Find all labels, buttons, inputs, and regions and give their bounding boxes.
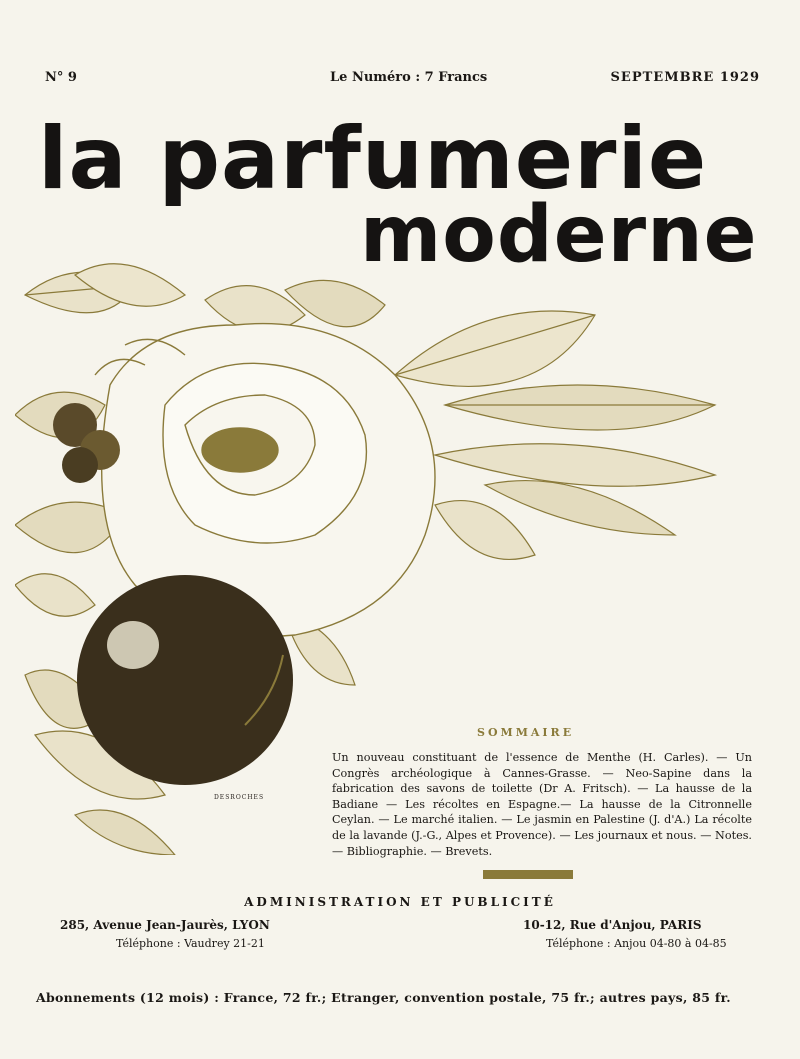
admin-heading: ADMINISTRATION ET PUBLICITÉ — [244, 895, 556, 909]
gold-divider — [483, 870, 573, 879]
subscription-rates: Abonnements (12 mois) : France, 72 fr.; Etranger, convention postale, 75 fr.; autres pays, 85 fr. — [36, 990, 731, 1005]
issue-number: N° 9 — [45, 70, 77, 85]
title-line-1: la parfumerie — [38, 109, 708, 209]
masthead-line — [0, 70, 800, 86]
issue-date: SEPTEMBRE 1929 — [610, 70, 760, 85]
dark-fruit — [77, 575, 293, 785]
artist-signature: DESROCHES — [214, 794, 265, 801]
sommaire-text: Un nouveau constituant de l'essence de Menthe (H. Carles). — Un Congrès archéologique à Cannes-Grasse. — Neo-Sapine dans la fabrication des savons de toilette (Dr A. Fritsch). — La hausse de la Badiane — Les récoltes en Espagne.— La hausse de la Citronnelle Ceylan. — Le marché italien. — Le jasmin en Palestine (J. d'A.) La récolte de la lavande (J.-G., Alpes et Provence). — Les journaux et nous. — Notes. — Bibliographie. — Brevets. — [332, 751, 752, 858]
paris-address: 10-12, Rue d'Anjou, PARIS — [523, 918, 702, 932]
paris-phone: Téléphone : Anjou 04-80 à 04-85 — [546, 937, 727, 950]
lyon-phone: Téléphone : Vaudrey 21-21 — [116, 937, 265, 950]
lyon-address: 285, Avenue Jean-Jaurès, LYON — [60, 918, 270, 932]
issue-price: Le Numéro : 7 Francs — [330, 70, 488, 85]
sommaire-heading: SOMMAIRE — [477, 726, 575, 739]
title-line-2: moderne — [360, 190, 758, 280]
